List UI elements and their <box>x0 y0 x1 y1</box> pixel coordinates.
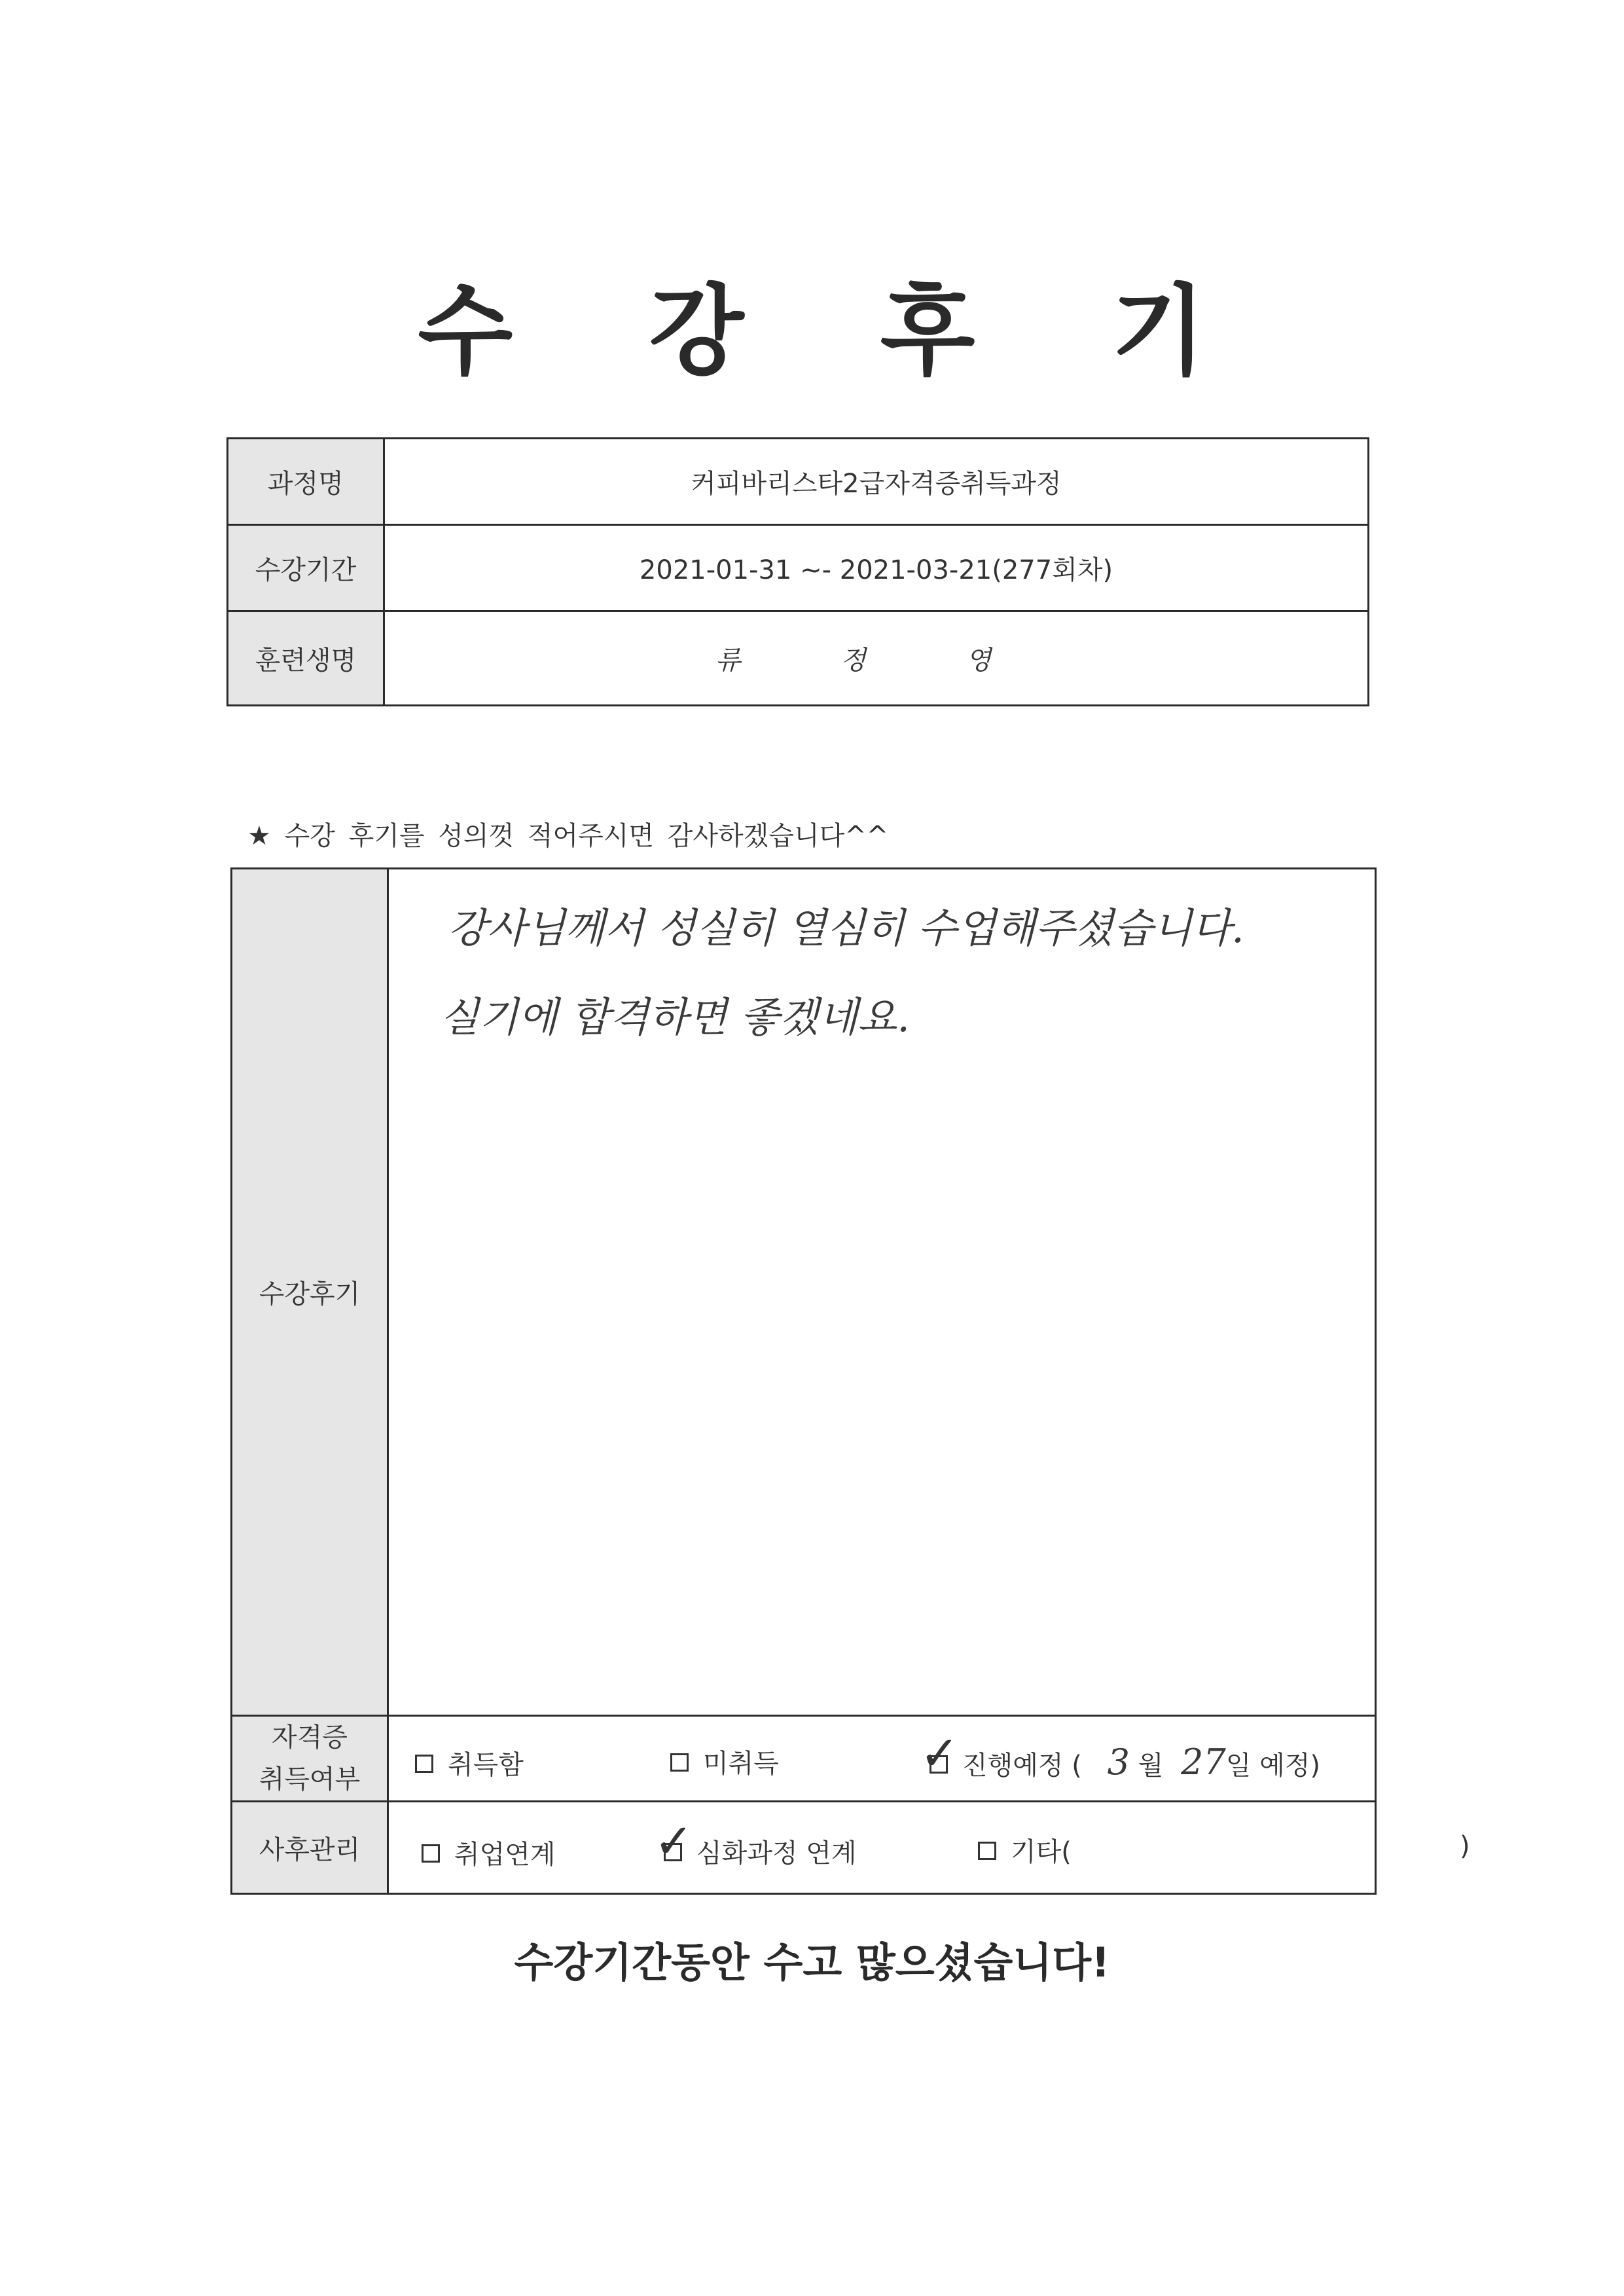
certificate-label-line-1: 자격증 <box>272 1722 348 1753</box>
closing-message: 수강기간동안 수고 많으셨습니다! <box>514 1939 1110 1986</box>
checkmark-icon: ✓ <box>654 1813 694 1868</box>
review-content-cell <box>388 869 1376 1716</box>
certificate-label <box>232 1716 388 1802</box>
course-period-label: 수강기간 <box>228 525 384 611</box>
checkbox-planned[interactable] <box>920 1726 960 1781</box>
certificate-label-line-2: 취득여부 <box>259 1764 361 1795</box>
review-notice: ★ 수강 후기를 성의껏 적어주시면 감사하겠습니다^^ <box>247 821 889 851</box>
review-label: 수강후기 <box>232 869 388 1716</box>
option-employment-label: 취업연계 <box>454 1840 556 1870</box>
option-acquired-label: 취득함 <box>448 1750 524 1780</box>
option-other-label: 기타( <box>1011 1837 1072 1867</box>
checkbox-not-acquired[interactable] <box>670 1753 689 1772</box>
option-advanced-label: 심화과정 연계 <box>696 1838 857 1868</box>
option-other-close: ) <box>1460 1831 1470 1861</box>
option-acquired[interactable] <box>415 1744 524 1781</box>
checkbox-advanced[interactable] <box>654 1813 694 1868</box>
course-period-value: 2021-01-31 ~- 2021-03-21(277회차) <box>384 525 1369 611</box>
planned-day-handwritten: 27 <box>1181 1741 1226 1783</box>
aftercare-options-cell <box>388 1802 1470 1894</box>
option-planned[interactable] <box>920 1726 1321 1783</box>
trainee-name-handwritten: 류 정 영 <box>384 611 1369 706</box>
planned-month-handwritten: 3 <box>1107 1741 1130 1783</box>
option-advanced[interactable] <box>654 1813 857 1870</box>
course-name-value: 커피바리스타2급자격증취득과정 <box>384 439 1369 525</box>
checkbox-employment[interactable] <box>422 1844 440 1863</box>
trainee-name-label: 훈련생명 <box>228 611 384 706</box>
review-table <box>230 867 1470 1895</box>
month-unit: 월 <box>1138 1751 1164 1781</box>
option-not-acquired[interactable] <box>670 1743 779 1780</box>
review-handwritten-line-1: 강사님께서 성실히 열심히 수업해주셨습니다. <box>448 904 1244 952</box>
day-unit: 일 예정) <box>1225 1751 1321 1781</box>
checkbox-other[interactable] <box>978 1842 996 1860</box>
option-employment[interactable] <box>422 1834 556 1871</box>
course-name-label: 과정명 <box>228 439 384 525</box>
document-title: 수 강 후 기 <box>418 275 1257 389</box>
option-other[interactable] <box>978 1831 1072 1868</box>
option-not-acquired-label: 미취득 <box>703 1749 779 1779</box>
checkmark-icon: ✓ <box>920 1726 960 1781</box>
certificate-options-cell <box>388 1716 1376 1802</box>
course-info-table <box>226 437 1369 706</box>
option-planned-label: 진행예정 ( <box>962 1751 1082 1781</box>
aftercare-label: 사후관리 <box>232 1802 388 1894</box>
review-handwritten-line-2: 실기에 합격하면 좋겠네요. <box>440 993 910 1041</box>
checkbox-acquired[interactable] <box>415 1755 433 1773</box>
